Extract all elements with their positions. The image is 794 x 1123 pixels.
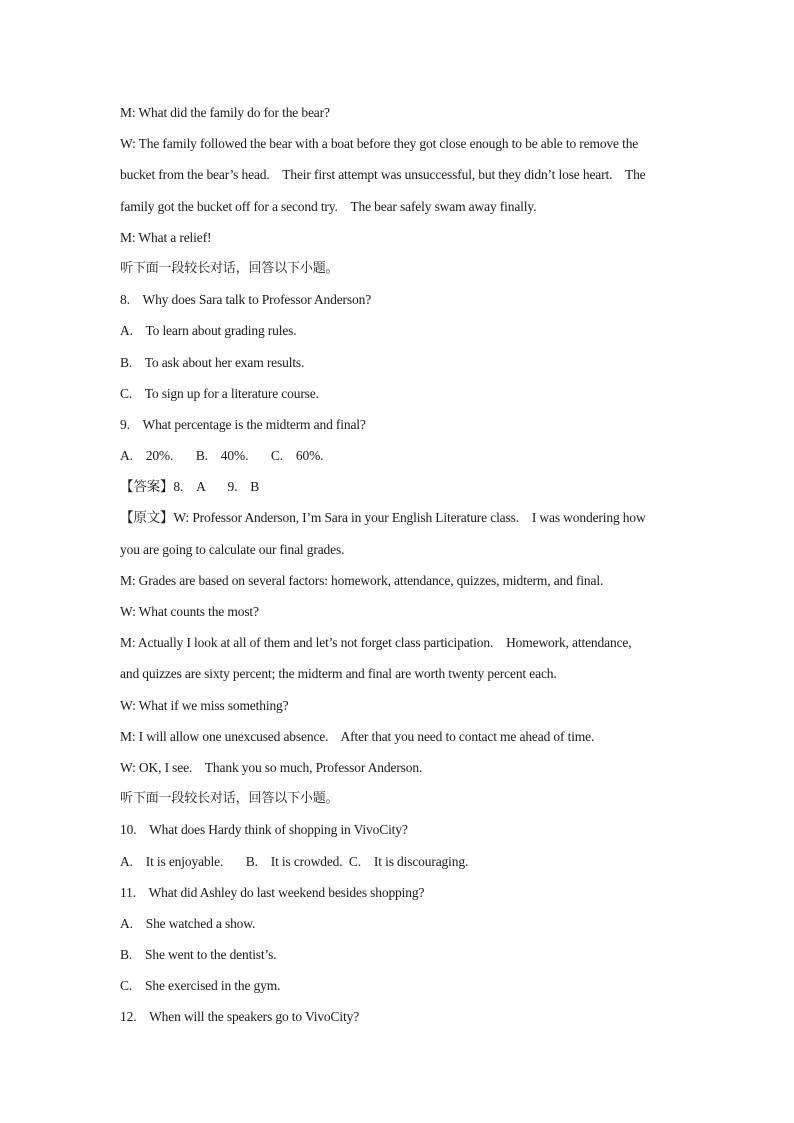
question-10: 10. What does Hardy think of shopping in VivoCity? xyxy=(120,822,408,838)
dialogue-line: M: What did the family do for the bear? xyxy=(120,105,330,120)
options-row: A. 20%. B. 40%. C. 60%. xyxy=(120,448,324,464)
question-12: 12. When will the speakers go to VivoCity? xyxy=(120,1009,360,1025)
dialogue-line: bucket from the bear’s head. Their first attempt was unsuccessful, but they didn’t lose heart. The xyxy=(120,167,646,183)
answer-key: 【答案】8. A 9. B xyxy=(120,479,260,495)
dialogue-line: M: What a relief! xyxy=(120,229,212,245)
question-8: 8. Why does Sara talk to Professor Anderson? xyxy=(120,292,372,308)
question-11: 11. What did Ashley do last weekend besides shopping? xyxy=(120,884,425,900)
dialogue-line: W: The family followed the bear with a boat before they got close enough to be able to remove the xyxy=(120,136,639,152)
options-row: A. It is enjoyable. B. It is crowded. C. It is discouraging. xyxy=(120,853,469,869)
option-c: C. She exercised in the gym. xyxy=(120,978,281,994)
transcript-line: you are going to calculate our final grades. xyxy=(120,541,345,557)
transcript-line: 【原文】W: Professor Anderson, I’m Sara in your English Literature class. I was wondering how xyxy=(120,510,646,526)
option-b: B. She went to the dentist’s. xyxy=(120,947,277,963)
option-a: A. To learn about grading rules. xyxy=(120,323,297,339)
document-body xyxy=(120,97,680,1033)
transcript-line: M: Grades are based on several factors: homework, attendance, quizzes, midterm, and final. xyxy=(120,572,604,588)
section-instruction: 听下面一段较长对话，回答以下小题。 xyxy=(120,260,339,276)
question-9: 9. What percentage is the midterm and final? xyxy=(120,416,366,432)
transcript-line: M: I will allow one unexcused absence. After that you need to contact me ahead of time. xyxy=(120,728,595,744)
transcript-line: W: What counts the most? xyxy=(120,604,259,619)
transcript-line: M: Actually I look at all of them and let’s not forget class participation. Homework, attendance, xyxy=(120,635,632,651)
transcript-line: and quizzes are sixty percent; the midterm and final are worth twenty percent each. xyxy=(120,666,557,682)
option-b: B. To ask about her exam results. xyxy=(120,354,305,370)
transcript-line: W: OK, I see. Thank you so much, Professor Anderson. xyxy=(120,759,423,775)
section-instruction: 听下面一段较长对话，回答以下小题。 xyxy=(120,791,339,807)
transcript-line: W: What if we miss something? xyxy=(120,697,289,713)
option-c: C. To sign up for a literature course. xyxy=(120,385,319,401)
dialogue-line: family got the bucket off for a second try. The bear safely swam away finally. xyxy=(120,198,537,214)
option-a: A. She watched a show. xyxy=(120,915,256,931)
